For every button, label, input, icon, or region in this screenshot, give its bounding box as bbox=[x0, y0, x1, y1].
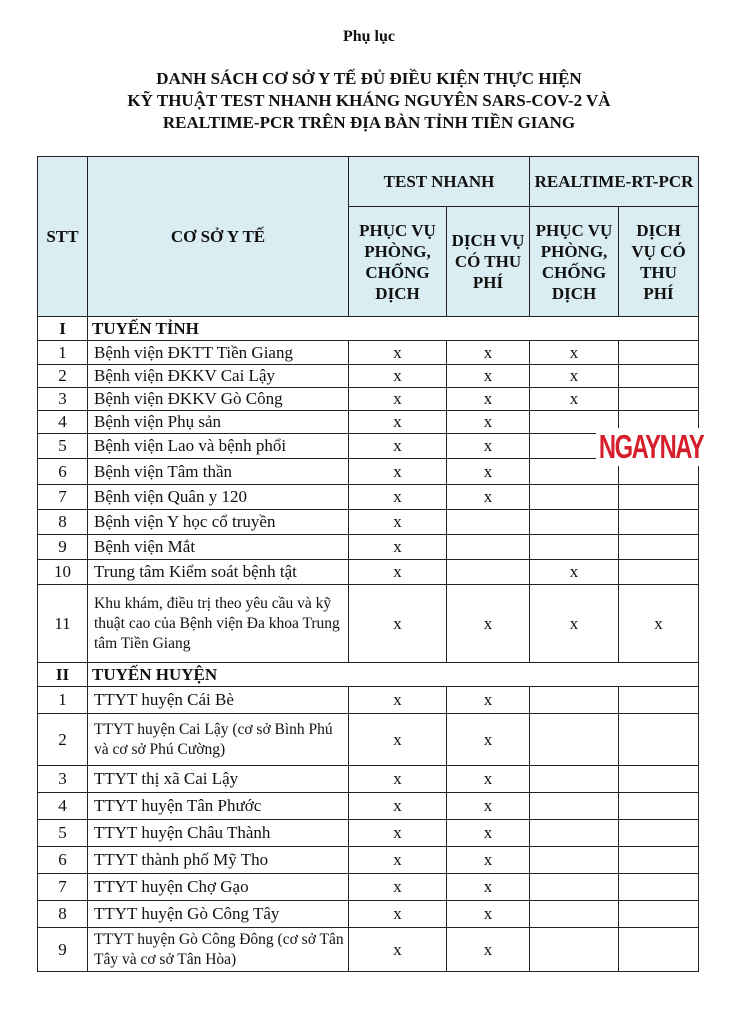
cell-tn-phong-chong-dich: x bbox=[349, 793, 447, 820]
row-facility-name: TTYT huyện Châu Thành bbox=[88, 820, 349, 847]
cell-rt-phong-chong-dich: x bbox=[530, 388, 619, 411]
table-row bbox=[38, 901, 699, 928]
cell-rt-phong-chong-dich bbox=[530, 874, 619, 901]
header-tn-dich-vu-thu-phi: DỊCH VỤ CÓ THU PHÍ bbox=[447, 207, 530, 317]
table-row bbox=[38, 585, 699, 663]
row-facility-name: TTYT thị xã Cai Lậy bbox=[88, 766, 349, 793]
row-stt: 4 bbox=[38, 793, 88, 820]
cell-tn-phong-chong-dich: x bbox=[349, 388, 447, 411]
cell-rt-dich-vu-thu-phi bbox=[619, 535, 699, 560]
section-row bbox=[38, 317, 699, 341]
cell-rt-dich-vu-thu-phi bbox=[619, 687, 699, 714]
cell-rt-dich-vu-thu-phi bbox=[619, 510, 699, 535]
table-row bbox=[38, 820, 699, 847]
row-facility-name: TTYT huyện Chợ Gạo bbox=[88, 874, 349, 901]
cell-tn-phong-chong-dich: x bbox=[349, 928, 447, 972]
table-row bbox=[38, 793, 699, 820]
cell-tn-phong-chong-dich: x bbox=[349, 687, 447, 714]
row-facility-name: Bệnh viện Tâm thần bbox=[88, 459, 349, 485]
table-body bbox=[38, 317, 699, 972]
row-facility-name: TTYT huyện Cái Bè bbox=[88, 687, 349, 714]
row-stt: 6 bbox=[38, 847, 88, 874]
cell-rt-dich-vu-thu-phi bbox=[619, 901, 699, 928]
cell-tn-dich-vu-thu-phi: x bbox=[447, 585, 530, 663]
cell-rt-dich-vu-thu-phi bbox=[619, 874, 699, 901]
row-facility-name: Trung tâm Kiểm soát bệnh tật bbox=[88, 560, 349, 585]
cell-rt-phong-chong-dich: x bbox=[530, 585, 619, 663]
cell-tn-dich-vu-thu-phi: x bbox=[447, 411, 530, 434]
table-row bbox=[38, 714, 699, 766]
section-number: I bbox=[38, 317, 88, 341]
section-row bbox=[38, 663, 699, 687]
section-number: II bbox=[38, 663, 88, 687]
cell-tn-phong-chong-dich: x bbox=[349, 411, 447, 434]
cell-rt-phong-chong-dich: x bbox=[530, 341, 619, 365]
cell-tn-dich-vu-thu-phi: x bbox=[447, 687, 530, 714]
row-facility-name: TTYT thành phố Mỹ Tho bbox=[88, 847, 349, 874]
table-row bbox=[38, 687, 699, 714]
cell-tn-dich-vu-thu-phi: x bbox=[447, 434, 530, 459]
cell-tn-phong-chong-dich: x bbox=[349, 714, 447, 766]
cell-tn-dich-vu-thu-phi: x bbox=[447, 459, 530, 485]
row-stt: 7 bbox=[38, 485, 88, 510]
table-row bbox=[38, 847, 699, 874]
cell-tn-phong-chong-dich: x bbox=[349, 820, 447, 847]
title-line: KỸ THUẬT TEST NHANH KHÁNG NGUYÊN SARS-COV-2 VÀ bbox=[127, 91, 611, 110]
row-stt: 3 bbox=[38, 388, 88, 411]
cell-tn-phong-chong-dich: x bbox=[349, 585, 447, 663]
table-row bbox=[38, 535, 699, 560]
header-rt-phong-chong-dich: PHỤC VỤ PHÒNG, CHỐNG DỊCH bbox=[530, 207, 619, 317]
row-facility-name: Bệnh viện Y học cổ truyền bbox=[88, 510, 349, 535]
cell-tn-dich-vu-thu-phi: x bbox=[447, 793, 530, 820]
cell-tn-phong-chong-dich: x bbox=[349, 901, 447, 928]
cell-tn-phong-chong-dich: x bbox=[349, 560, 447, 585]
title-line: REALTIME-PCR TRÊN ĐỊA BÀN TỈNH TIỀN GIANG bbox=[162, 113, 576, 132]
cell-rt-phong-chong-dich bbox=[530, 510, 619, 535]
header-facility: CƠ SỞ Y TẾ bbox=[88, 157, 349, 317]
row-stt: 2 bbox=[38, 714, 88, 766]
row-stt: 8 bbox=[38, 901, 88, 928]
row-stt: 6 bbox=[38, 459, 88, 485]
cell-tn-phong-chong-dich: x bbox=[349, 341, 447, 365]
row-stt: 3 bbox=[38, 766, 88, 793]
cell-rt-dich-vu-thu-phi bbox=[619, 928, 699, 972]
row-stt: 8 bbox=[38, 510, 88, 535]
cell-rt-phong-chong-dich bbox=[530, 714, 619, 766]
cell-tn-dich-vu-thu-phi bbox=[447, 510, 530, 535]
cell-tn-dich-vu-thu-phi: x bbox=[447, 341, 530, 365]
header-stt: STT bbox=[38, 157, 88, 317]
row-facility-name: TTYT huyện Gò Công Tây bbox=[88, 901, 349, 928]
cell-tn-phong-chong-dich: x bbox=[349, 510, 447, 535]
cell-rt-dich-vu-thu-phi bbox=[619, 766, 699, 793]
row-stt: 1 bbox=[38, 687, 88, 714]
cell-rt-dich-vu-thu-phi bbox=[619, 847, 699, 874]
appendix-label: Phụ lục bbox=[342, 28, 395, 45]
cell-tn-dich-vu-thu-phi: x bbox=[447, 365, 530, 388]
row-facility-name: Bệnh viện Phụ sản bbox=[88, 411, 349, 434]
row-stt: 10 bbox=[38, 560, 88, 585]
cell-tn-dich-vu-thu-phi: x bbox=[447, 766, 530, 793]
row-stt: 11 bbox=[38, 585, 88, 663]
row-stt: 2 bbox=[38, 365, 88, 388]
cell-tn-dich-vu-thu-phi: x bbox=[447, 388, 530, 411]
cell-rt-dich-vu-thu-phi bbox=[619, 793, 699, 820]
row-facility-name: Bệnh viện ĐKKV Gò Công bbox=[88, 388, 349, 411]
cell-tn-dich-vu-thu-phi: x bbox=[447, 928, 530, 972]
row-stt: 9 bbox=[38, 928, 88, 972]
section-label: TUYẾN HUYỆN bbox=[88, 663, 699, 687]
cell-tn-phong-chong-dich: x bbox=[349, 874, 447, 901]
cell-rt-phong-chong-dich bbox=[530, 820, 619, 847]
cell-tn-dich-vu-thu-phi: x bbox=[447, 820, 530, 847]
cell-tn-dich-vu-thu-phi: x bbox=[447, 485, 530, 510]
cell-tn-phong-chong-dich: x bbox=[349, 485, 447, 510]
document-title bbox=[0, 68, 738, 134]
cell-rt-phong-chong-dich: x bbox=[530, 560, 619, 585]
row-stt: 9 bbox=[38, 535, 88, 560]
row-stt: 5 bbox=[38, 820, 88, 847]
row-facility-name: Khu khám, điều trị theo yêu cầu và kỹ thuật cao của Bệnh viện Đa khoa Trung tâm Tiền Giang bbox=[88, 585, 349, 663]
watermark-logo: NGAYNAY bbox=[596, 428, 706, 466]
table-row bbox=[38, 341, 699, 365]
table-row bbox=[38, 560, 699, 585]
cell-rt-phong-chong-dich bbox=[530, 793, 619, 820]
facility-table bbox=[37, 156, 699, 972]
title-line: DANH SÁCH CƠ SỞ Y TẾ ĐỦ ĐIỀU KIỆN THỰC HIỆN bbox=[156, 69, 582, 88]
cell-rt-phong-chong-dich: x bbox=[530, 365, 619, 388]
cell-rt-dich-vu-thu-phi bbox=[619, 388, 699, 411]
cell-rt-phong-chong-dich bbox=[530, 535, 619, 560]
row-stt: 7 bbox=[38, 874, 88, 901]
table-row bbox=[38, 365, 699, 388]
row-stt: 4 bbox=[38, 411, 88, 434]
cell-rt-dich-vu-thu-phi bbox=[619, 820, 699, 847]
cell-tn-dich-vu-thu-phi bbox=[447, 535, 530, 560]
cell-tn-phong-chong-dich: x bbox=[349, 365, 447, 388]
row-facility-name: Bệnh viện ĐKTT Tiền Giang bbox=[88, 341, 349, 365]
cell-tn-dich-vu-thu-phi: x bbox=[447, 714, 530, 766]
section-label: TUYẾN TỈNH bbox=[88, 317, 699, 341]
cell-tn-dich-vu-thu-phi: x bbox=[447, 874, 530, 901]
cell-tn-phong-chong-dich: x bbox=[349, 459, 447, 485]
cell-rt-phong-chong-dich bbox=[530, 928, 619, 972]
table-row bbox=[38, 388, 699, 411]
row-facility-name: TTYT huyện Gò Công Đông (cơ sở Tân Tây và cơ sở Tân Hòa) bbox=[88, 928, 349, 972]
cell-rt-phong-chong-dich bbox=[530, 847, 619, 874]
row-facility-name: Bệnh viện Lao và bệnh phổi bbox=[88, 434, 349, 459]
cell-tn-dich-vu-thu-phi: x bbox=[447, 847, 530, 874]
table-row bbox=[38, 766, 699, 793]
row-facility-name: Bệnh viện ĐKKV Cai Lậy bbox=[88, 365, 349, 388]
table-row bbox=[38, 874, 699, 901]
cell-rt-dich-vu-thu-phi bbox=[619, 341, 699, 365]
cell-rt-phong-chong-dich bbox=[530, 485, 619, 510]
row-facility-name: Bệnh viện Quân y 120 bbox=[88, 485, 349, 510]
cell-rt-dich-vu-thu-phi bbox=[619, 365, 699, 388]
header-tn-phong-chong-dich: PHỤC VỤ PHÒNG, CHỐNG DỊCH bbox=[349, 207, 447, 317]
cell-rt-dich-vu-thu-phi: x bbox=[619, 585, 699, 663]
row-facility-name: TTYT huyện Tân Phước bbox=[88, 793, 349, 820]
cell-rt-dich-vu-thu-phi bbox=[619, 714, 699, 766]
cell-rt-phong-chong-dich bbox=[530, 687, 619, 714]
cell-tn-phong-chong-dich: x bbox=[349, 434, 447, 459]
row-facility-name: TTYT huyện Cai Lậy (cơ sở Bình Phú và cơ sở Phú Cường) bbox=[88, 714, 349, 766]
cell-tn-dich-vu-thu-phi: x bbox=[447, 901, 530, 928]
cell-tn-phong-chong-dich: x bbox=[349, 847, 447, 874]
cell-rt-dich-vu-thu-phi bbox=[619, 485, 699, 510]
header-group-realtime: REALTIME-RT-PCR bbox=[530, 157, 699, 207]
row-stt: 1 bbox=[38, 341, 88, 365]
cell-rt-phong-chong-dich bbox=[530, 766, 619, 793]
table-row bbox=[38, 510, 699, 535]
cell-tn-phong-chong-dich: x bbox=[349, 535, 447, 560]
header-rt-dich-vu-thu-phi: DỊCH VỤ CÓ THU PHÍ bbox=[619, 207, 699, 317]
cell-tn-phong-chong-dich: x bbox=[349, 766, 447, 793]
table-row bbox=[38, 928, 699, 972]
header-group-test-nhanh: TEST NHANH bbox=[349, 157, 530, 207]
row-facility-name: Bệnh viện Mắt bbox=[88, 535, 349, 560]
cell-rt-dich-vu-thu-phi bbox=[619, 560, 699, 585]
table-row bbox=[38, 485, 699, 510]
cell-tn-dich-vu-thu-phi bbox=[447, 560, 530, 585]
row-stt: 5 bbox=[38, 434, 88, 459]
cell-rt-phong-chong-dich bbox=[530, 901, 619, 928]
